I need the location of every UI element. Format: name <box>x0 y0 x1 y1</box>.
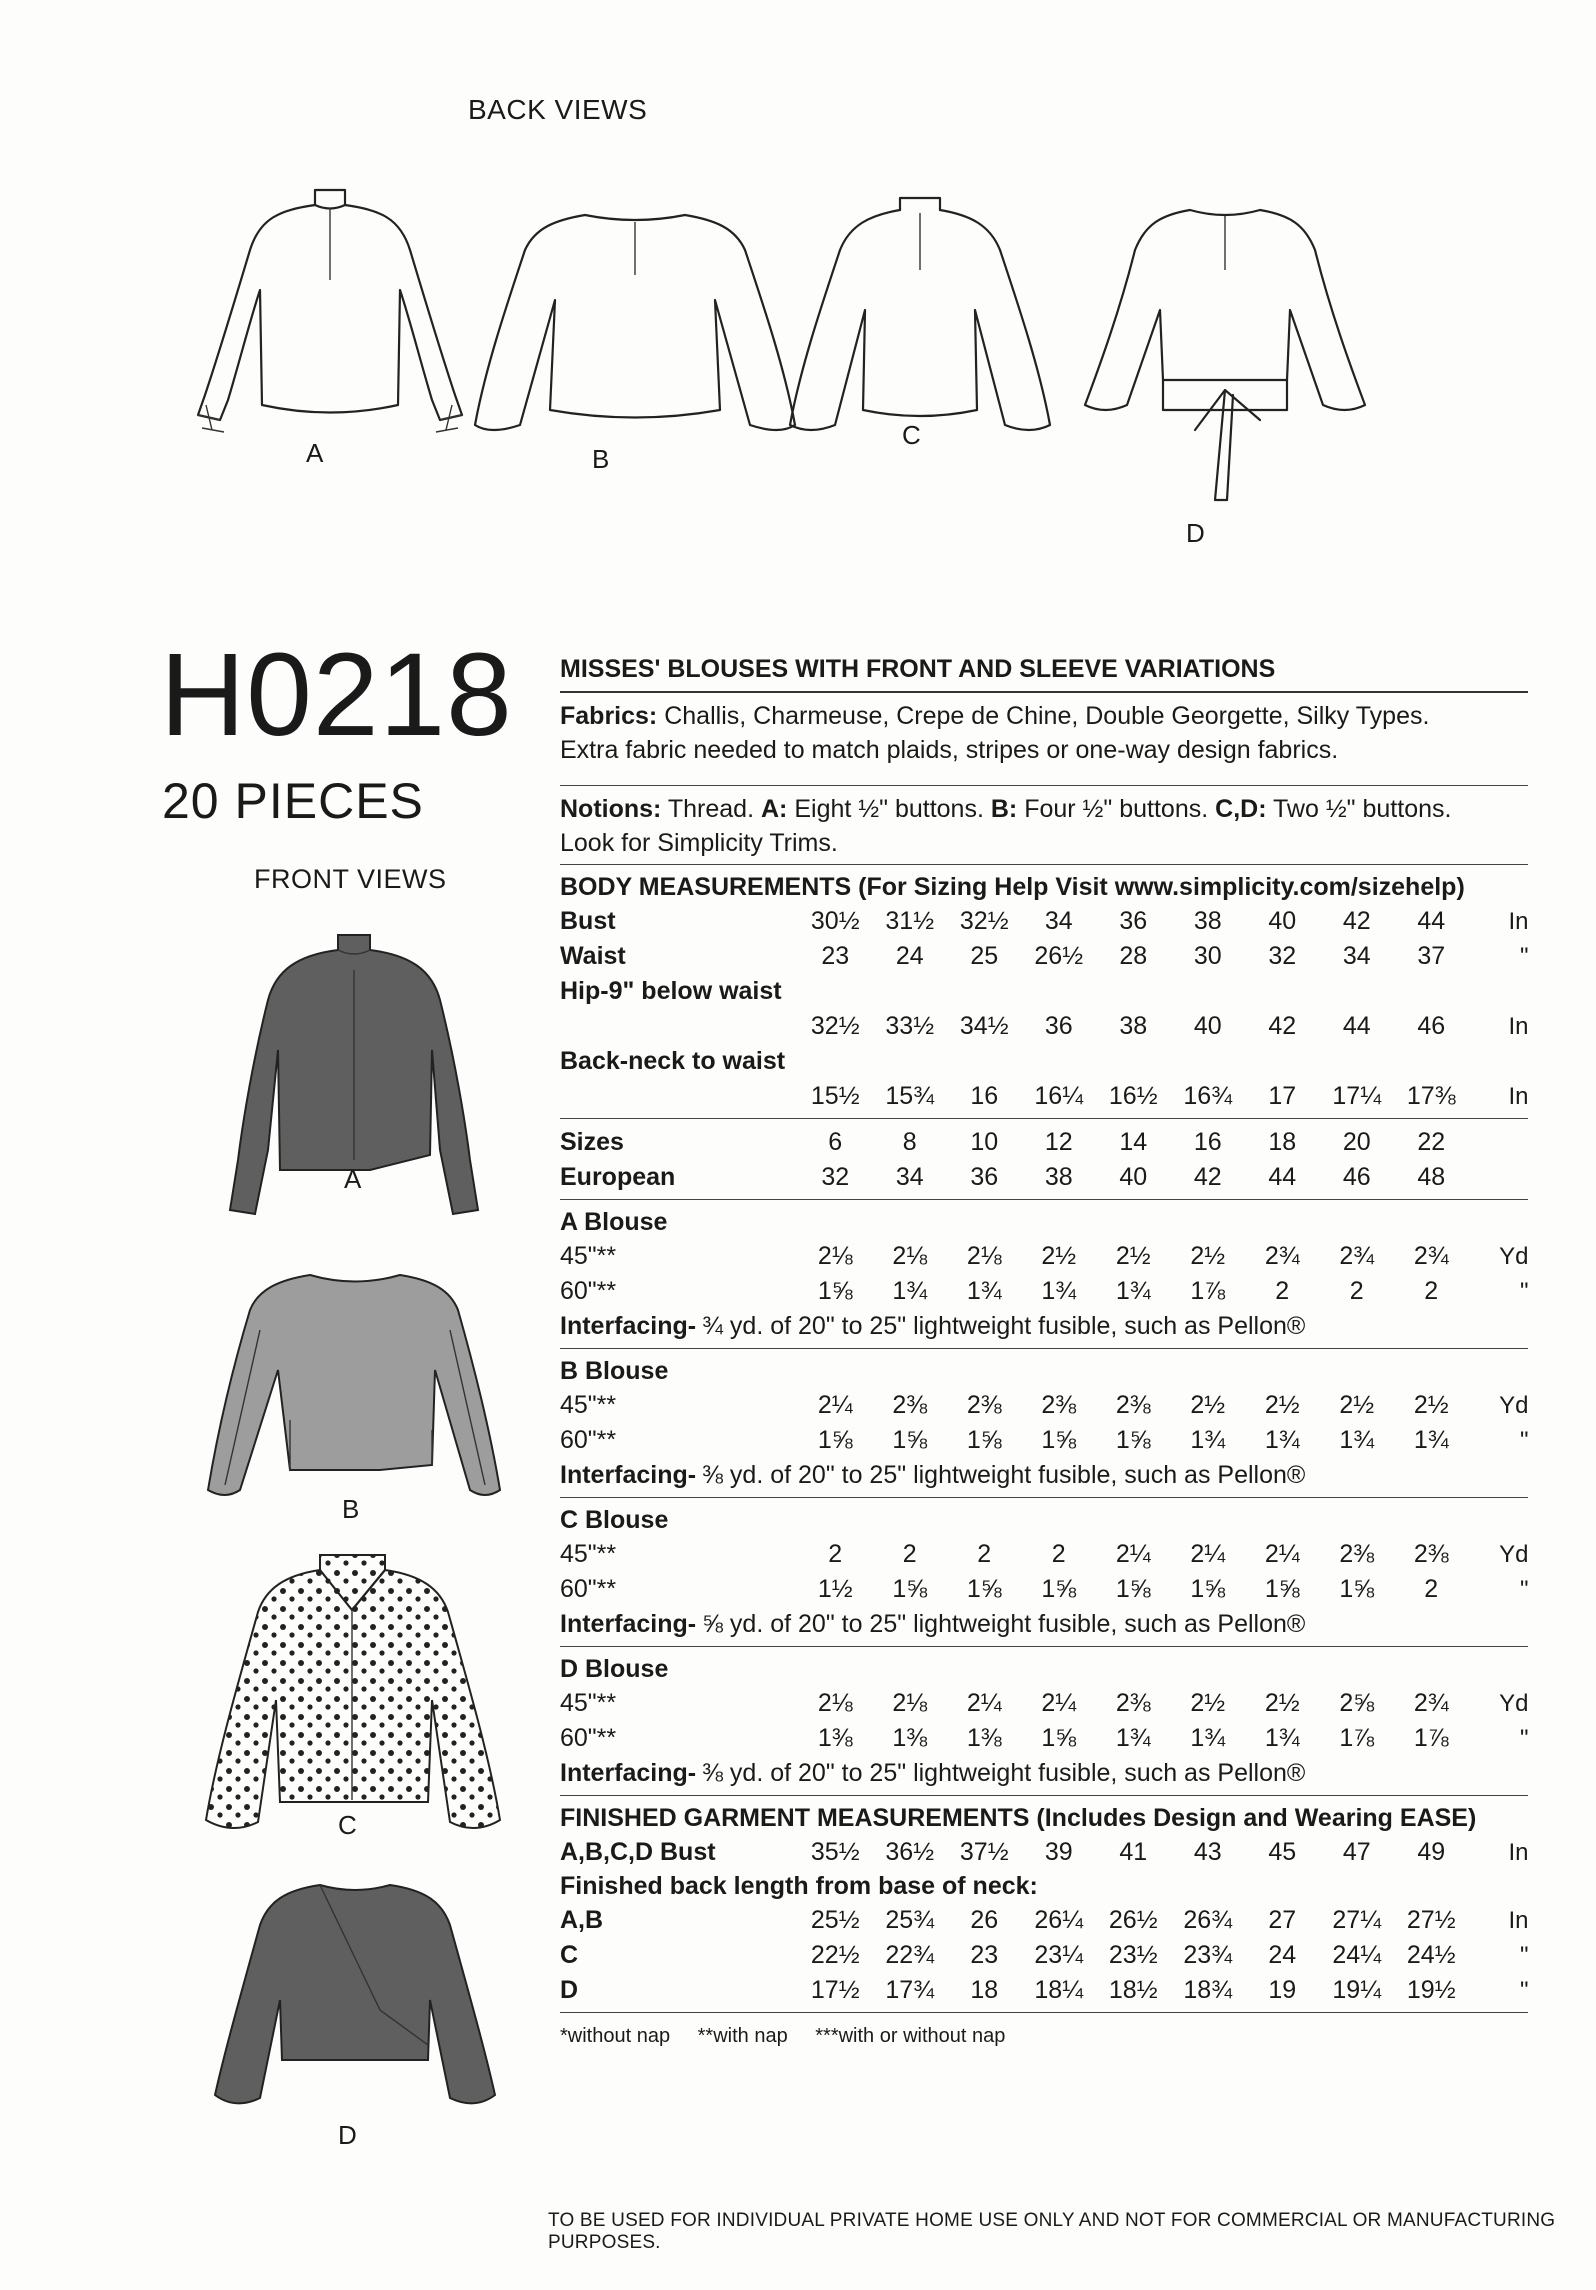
blouse-name: C Blouse <box>560 1506 669 1534</box>
fabrics-line <box>560 699 1528 733</box>
row-value: 1⅝ <box>1115 1426 1151 1454</box>
finished-bust-table <box>560 1835 1528 1870</box>
body-measurements-table <box>560 904 1528 1114</box>
measure-label-line <box>560 974 1528 1009</box>
measure-row <box>560 1572 1528 1607</box>
interfacing-line <box>560 1756 1528 1791</box>
row-unit: " <box>1519 1977 1529 2004</box>
row-label: 60"** <box>560 1277 617 1305</box>
row-unit: " <box>1519 1576 1529 1603</box>
pieces-count: 20 PIECES <box>162 773 424 829</box>
row-value: 37½ <box>959 1838 1009 1866</box>
blouse-rule <box>560 1497 1528 1498</box>
row-value: 38 <box>1193 907 1222 935</box>
row-value: 1⅝ <box>966 1575 1002 1603</box>
back-view-a <box>198 190 462 432</box>
row-value: 36 <box>1119 907 1148 935</box>
row-value: 2⅜ <box>1339 1540 1375 1568</box>
row-value: 44 <box>1268 1163 1297 1191</box>
row-unit: In <box>1508 1013 1529 1040</box>
row-value: 14 <box>1119 1128 1148 1156</box>
row-value: 34 <box>1044 907 1073 935</box>
row-value: 25 <box>970 942 999 970</box>
row-unit: " <box>1519 1942 1529 1969</box>
row-label: Hip-9" below waist <box>560 977 782 1005</box>
body-rule <box>560 1118 1528 1119</box>
row-value: 2⅜ <box>1413 1540 1449 1568</box>
row-value: 18½ <box>1108 1976 1158 2004</box>
back-letter-c: C <box>902 420 921 450</box>
row-value: 2 <box>977 1540 992 1568</box>
pattern-number: H0218 <box>160 629 513 761</box>
row-value: 19¼ <box>1332 1976 1382 2004</box>
blouse-rule <box>560 1795 1528 1796</box>
row-value: 46 <box>1342 1163 1371 1191</box>
row-value: 32 <box>821 1163 850 1191</box>
fabrics-text: Challis, Charmeuse, Crepe de Chine, Double Georgette, Silky Types. <box>664 702 1430 730</box>
back-view-b <box>475 215 795 430</box>
row-value: 1¾ <box>892 1277 928 1305</box>
measure-row <box>560 1423 1528 1458</box>
front-views-label: FRONT VIEWS <box>254 864 447 894</box>
row-value: 19½ <box>1406 1976 1456 2004</box>
row-unit: In <box>1508 908 1529 935</box>
row-value: 27¼ <box>1332 1906 1382 1934</box>
row-value: 17¾ <box>885 1976 935 2004</box>
row-value: 22¾ <box>885 1941 935 1969</box>
row-value: 1⅝ <box>1041 1724 1077 1752</box>
row-value: 1⅜ <box>966 1724 1002 1752</box>
row-value: 40 <box>1119 1163 1148 1191</box>
finished-heading: FINISHED GARMENT MEASUREMENTS (Includes Design and Wearing EASE) <box>560 1804 1477 1832</box>
row-value: 1⅞ <box>1413 1724 1449 1752</box>
row-value: 1¾ <box>1041 1277 1077 1305</box>
footnotes <box>560 2019 1528 2054</box>
front-view-d <box>215 1885 495 2103</box>
row-value: 1⅝ <box>817 1426 853 1454</box>
row-value: 2⅛ <box>817 1689 853 1717</box>
front-letter-d: D <box>338 2120 357 2150</box>
pattern-info-sheet <box>560 652 1528 2054</box>
measure-row <box>560 1903 1528 1938</box>
row-label: Back-neck to waist <box>560 1047 786 1075</box>
row-value: 2 <box>1275 1277 1290 1305</box>
row-value: 1⅞ <box>1339 1724 1375 1752</box>
front-letter-c: C <box>338 1810 357 1840</box>
blouse-section-b <box>560 1355 1528 1498</box>
row-value: 24 <box>1268 1941 1297 1969</box>
front-view-c <box>206 1555 500 1828</box>
row-value: 2 <box>1051 1540 1066 1568</box>
row-value: 44 <box>1342 1012 1371 1040</box>
row-value: 2½ <box>1264 1689 1300 1717</box>
notions-a-text: Eight ½" buttons. <box>794 795 984 823</box>
blouse-name: D Blouse <box>560 1655 669 1683</box>
row-value: 8 <box>902 1128 917 1156</box>
measure-row <box>560 939 1528 974</box>
measure-row <box>560 1274 1528 1309</box>
notions-cd-text: Two ½" buttons. <box>1273 795 1452 823</box>
row-value: 32½ <box>959 907 1009 935</box>
row-value: 1⅝ <box>892 1575 928 1603</box>
row-value: 24 <box>895 942 924 970</box>
row-value: 36 <box>970 1163 999 1191</box>
row-value: 2½ <box>1115 1242 1151 1270</box>
row-value: 1⅝ <box>966 1426 1002 1454</box>
row-value: 24¼ <box>1332 1941 1382 1969</box>
row-value: 48 <box>1417 1163 1446 1191</box>
back-view-c <box>790 198 1050 430</box>
measure-row <box>560 1239 1528 1274</box>
row-value: 18¼ <box>1034 1976 1084 2004</box>
blouse-name: A Blouse <box>560 1208 668 1236</box>
row-value: 33½ <box>885 1012 935 1040</box>
row-value: 2 <box>1424 1277 1439 1305</box>
row-value: 1⅝ <box>1041 1575 1077 1603</box>
row-value: 2⅛ <box>817 1242 853 1270</box>
row-label: Bust <box>560 907 616 935</box>
row-value: 36½ <box>885 1838 935 1866</box>
row-value: 2⅜ <box>1115 1689 1151 1717</box>
sizes-rule <box>560 1199 1528 1200</box>
row-label: 60"** <box>560 1724 617 1752</box>
title-rule <box>560 691 1528 693</box>
blouse-rule <box>560 1348 1528 1349</box>
row-value: 1¾ <box>1339 1426 1375 1454</box>
row-value: 2 <box>902 1540 917 1568</box>
row-value: 10 <box>970 1128 999 1156</box>
row-value: 12 <box>1044 1128 1073 1156</box>
measure-row <box>560 1721 1528 1756</box>
interfacing-line <box>560 1458 1528 1493</box>
row-value: 26½ <box>1108 1906 1158 1934</box>
row-value: 2¾ <box>1413 1689 1449 1717</box>
interfacing-line <box>560 1309 1528 1344</box>
interfacing-label: Interfacing- <box>560 1461 697 1489</box>
row-value: 1⅝ <box>1339 1575 1375 1603</box>
row-value: 30 <box>1193 942 1222 970</box>
row-value: 1¾ <box>1264 1426 1300 1454</box>
footnote-3: ***with or without nap <box>815 2025 1006 2047</box>
row-unit: " <box>1519 1427 1529 1454</box>
row-label: 45"** <box>560 1689 617 1717</box>
row-value: 25¾ <box>885 1906 935 1934</box>
row-value: 43 <box>1193 1838 1222 1866</box>
row-value: 32 <box>1268 942 1297 970</box>
row-label: 45"** <box>560 1242 617 1270</box>
row-value: 2⅜ <box>1115 1391 1151 1419</box>
row-value: 38 <box>1119 1012 1148 1040</box>
fabrics-line-2: Extra fabric needed to match plaids, stripes or one-way design fabrics. <box>560 736 1339 764</box>
row-value: 1½ <box>817 1575 853 1603</box>
row-value: 2 <box>1349 1277 1364 1305</box>
finished-length-heading: Finished back length from base of neck: <box>560 1872 1038 1900</box>
row-value: 6 <box>828 1128 843 1156</box>
row-value: 23¼ <box>1034 1941 1084 1969</box>
finished-rule <box>560 2012 1528 2013</box>
row-value: 1⅜ <box>892 1724 928 1752</box>
back-letter-a: A <box>306 438 324 468</box>
interfacing-line <box>560 1607 1528 1642</box>
measure-row <box>560 1686 1528 1721</box>
row-value: 2¼ <box>1190 1540 1226 1568</box>
row-value: 2⅛ <box>892 1689 928 1717</box>
row-value: 37 <box>1417 942 1446 970</box>
row-value: 1¾ <box>1115 1277 1151 1305</box>
row-label: 60"** <box>560 1426 617 1454</box>
row-value: 17¼ <box>1332 1082 1382 1110</box>
interfacing-text: ⅜ yd. of 20" to 25" lightweight fusible, such as Pellon® <box>702 1461 1306 1489</box>
row-value: 16¼ <box>1034 1082 1084 1110</box>
pattern-title: MISSES' BLOUSES WITH FRONT AND SLEEVE VARIATIONS <box>560 655 1276 683</box>
row-value: 2¼ <box>1115 1540 1151 1568</box>
row-label: 45"** <box>560 1540 617 1568</box>
row-value: 25½ <box>810 1906 860 1934</box>
row-value: 2¼ <box>817 1391 853 1419</box>
row-value: 2½ <box>1190 1391 1226 1419</box>
row-value: 24½ <box>1406 1941 1456 1969</box>
row-value: 20 <box>1342 1128 1371 1156</box>
row-value: 2⅜ <box>892 1391 928 1419</box>
row-unit: Yd <box>1499 1541 1529 1568</box>
row-value: 18¾ <box>1183 1976 1233 2004</box>
row-value: 15¾ <box>885 1082 935 1110</box>
interfacing-text: ¾ yd. of 20" to 25" lightweight fusible, such as Pellon® <box>702 1312 1306 1340</box>
row-value: 17 <box>1268 1082 1297 1110</box>
measure-row <box>560 1125 1528 1160</box>
row-value: 34 <box>1342 942 1371 970</box>
row-unit: In <box>1508 1083 1529 1110</box>
row-value: 23 <box>970 1941 999 1969</box>
row-value: 27½ <box>1406 1906 1456 1934</box>
row-value: 2¾ <box>1264 1242 1300 1270</box>
row-value: 1¾ <box>1190 1724 1226 1752</box>
interfacing-text: ⅝ yd. of 20" to 25" lightweight fusible, such as Pellon® <box>702 1610 1306 1638</box>
row-value: 1⅝ <box>1190 1575 1226 1603</box>
row-value: 2¾ <box>1413 1242 1449 1270</box>
row-value: 2¼ <box>1041 1689 1077 1717</box>
footnote-1: *without nap <box>560 2025 671 2047</box>
measure-row <box>560 1537 1528 1572</box>
row-value: 17⅜ <box>1406 1082 1456 1110</box>
row-value: 16 <box>970 1082 999 1110</box>
measure-row <box>560 1009 1528 1044</box>
row-value: 18 <box>1268 1128 1297 1156</box>
row-value: 2¾ <box>1339 1242 1375 1270</box>
front-letter-b: B <box>342 1494 360 1524</box>
row-value: 39 <box>1044 1838 1073 1866</box>
row-value: 2⅜ <box>1041 1391 1077 1419</box>
front-view-b <box>208 1275 500 1495</box>
row-unit: Yd <box>1499 1392 1529 1419</box>
row-value: 15½ <box>810 1082 860 1110</box>
row-value: 17½ <box>810 1976 860 2004</box>
fabrics-rule <box>560 785 1528 786</box>
row-label: A,B,C,D Bust <box>560 1838 716 1866</box>
row-value: 16¾ <box>1183 1082 1233 1110</box>
row-value: 22½ <box>810 1941 860 1969</box>
row-value: 32½ <box>810 1012 860 1040</box>
fabrics-label: Fabrics: <box>560 702 658 730</box>
row-value: 2½ <box>1339 1391 1375 1419</box>
row-value: 27 <box>1268 1906 1297 1934</box>
row-label: 60"** <box>560 1575 617 1603</box>
row-value: 45 <box>1268 1838 1297 1866</box>
interfacing-text: ⅜ yd. of 20" to 25" lightweight fusible, such as Pellon® <box>702 1759 1306 1787</box>
blouse-section-d <box>560 1653 1528 1796</box>
row-value: 28 <box>1119 942 1148 970</box>
row-value: 23¾ <box>1183 1941 1233 1969</box>
row-value: 2¼ <box>1264 1540 1300 1568</box>
row-value: 47 <box>1342 1838 1371 1866</box>
row-value: 26¾ <box>1183 1906 1233 1934</box>
row-value: 44 <box>1417 907 1446 935</box>
interfacing-label: Interfacing- <box>560 1610 697 1638</box>
measure-row <box>560 1079 1528 1114</box>
row-label: Sizes <box>560 1128 624 1156</box>
notions-rule <box>560 864 1528 865</box>
row-value: 1¾ <box>1264 1724 1300 1752</box>
row-value: 2⅛ <box>892 1242 928 1270</box>
notions-thread: Thread. <box>667 795 755 823</box>
row-value: 30½ <box>810 907 860 935</box>
notions-b-label: B: <box>990 795 1018 823</box>
notions-cd-label: C,D: <box>1215 795 1267 823</box>
row-value: 1⅝ <box>1041 1426 1077 1454</box>
row-value: 34 <box>895 1163 924 1191</box>
row-value: 1⅜ <box>817 1724 853 1752</box>
row-value: 2½ <box>1041 1242 1077 1270</box>
row-unit: " <box>1519 943 1529 970</box>
front-views-illustrations <box>170 930 520 2170</box>
row-value: 1⅝ <box>892 1426 928 1454</box>
row-label: 45"** <box>560 1391 617 1419</box>
measure-row <box>560 1388 1528 1423</box>
blouse-rule <box>560 1646 1528 1647</box>
blouse-section-a <box>560 1206 1528 1349</box>
row-value: 16½ <box>1108 1082 1158 1110</box>
row-value: 46 <box>1417 1012 1446 1040</box>
row-value: 49 <box>1417 1838 1446 1866</box>
row-label: A,B <box>560 1906 604 1934</box>
blouse-section-c <box>560 1504 1528 1647</box>
row-label: European <box>560 1163 676 1191</box>
notions-b-text: Four ½" buttons. <box>1024 795 1209 823</box>
row-value: 23 <box>821 942 850 970</box>
row-label: C <box>560 1941 579 1969</box>
row-label: Waist <box>560 942 626 970</box>
row-value: 36 <box>1044 1012 1073 1040</box>
row-value: 1¾ <box>1413 1426 1449 1454</box>
row-value: 23½ <box>1108 1941 1158 1969</box>
row-value: 42 <box>1193 1163 1222 1191</box>
yardage-sections <box>560 1206 1528 1796</box>
back-views-label: BACK VIEWS <box>468 94 648 125</box>
row-value: 2½ <box>1190 1689 1226 1717</box>
row-label: D <box>560 1976 579 2004</box>
row-value: 26½ <box>1034 942 1084 970</box>
row-value: 16 <box>1193 1128 1222 1156</box>
measure-label-line <box>560 1044 1528 1079</box>
row-value: 22 <box>1417 1128 1446 1156</box>
measure-row <box>560 1160 1528 1195</box>
footnote-2: **with nap <box>697 2025 788 2047</box>
row-unit: " <box>1519 1278 1529 1305</box>
body-measurements-heading: BODY MEASUREMENTS (For Sizing Help Visit www.simplicity.com/sizehelp) <box>560 873 1465 901</box>
row-value: 26 <box>970 1906 999 1934</box>
finished-length-table <box>560 1903 1528 2008</box>
row-unit: Yd <box>1499 1243 1529 1270</box>
row-value: 2½ <box>1264 1391 1300 1419</box>
blouse-name: B Blouse <box>560 1357 669 1385</box>
row-value: 42 <box>1342 907 1371 935</box>
interfacing-label: Interfacing- <box>560 1759 697 1787</box>
row-value: 1¾ <box>1190 1426 1226 1454</box>
row-value: 38 <box>1044 1163 1073 1191</box>
row-value: 34½ <box>959 1012 1009 1040</box>
measure-row <box>560 1835 1528 1870</box>
row-value: 35½ <box>810 1838 860 1866</box>
legal-notice: TO BE USED FOR INDIVIDUAL PRIVATE HOME USE ONLY AND NOT FOR COMMERCIAL OR MANUFACTURING PURPOSES. <box>548 2210 1556 2253</box>
notions-line-2: Look for Simplicity Trims. <box>560 829 838 857</box>
row-value: 1¾ <box>1115 1724 1151 1752</box>
row-value: 2¼ <box>966 1689 1002 1717</box>
back-letter-b: B <box>592 444 610 474</box>
row-value: 18 <box>970 1976 999 2004</box>
notions-label: Notions: <box>560 795 662 823</box>
row-value: 40 <box>1193 1012 1222 1040</box>
row-unit: Yd <box>1499 1690 1529 1717</box>
row-value: 2⅛ <box>966 1242 1002 1270</box>
row-unit: " <box>1519 1725 1529 1752</box>
measure-row <box>560 1938 1528 1973</box>
row-value: 2½ <box>1413 1391 1449 1419</box>
row-value: 1⅝ <box>1264 1575 1300 1603</box>
back-view-d <box>1085 210 1365 500</box>
row-value: 31½ <box>885 907 935 935</box>
row-value: 1⅝ <box>1115 1575 1151 1603</box>
row-value: 40 <box>1268 907 1297 935</box>
measure-row <box>560 1973 1528 2008</box>
row-value: 2 <box>1424 1575 1439 1603</box>
row-value: 1¾ <box>966 1277 1002 1305</box>
row-value: 41 <box>1119 1838 1148 1866</box>
sizes-table <box>560 1125 1528 1195</box>
row-unit: In <box>1508 1907 1529 1934</box>
front-letter-a: A <box>344 1164 362 1194</box>
row-value: 1⅝ <box>817 1277 853 1305</box>
row-value: 26¼ <box>1034 1906 1084 1934</box>
row-value: 2 <box>828 1540 843 1568</box>
row-value: 2½ <box>1190 1242 1226 1270</box>
notions-a-label: A: <box>761 795 788 823</box>
row-value: 1⅞ <box>1190 1277 1226 1305</box>
row-unit: In <box>1508 1839 1529 1866</box>
notions-line <box>560 792 1528 826</box>
row-value: 19 <box>1268 1976 1297 2004</box>
row-value: 2⅜ <box>966 1391 1002 1419</box>
row-value: 42 <box>1268 1012 1297 1040</box>
row-value: 2⅝ <box>1339 1689 1375 1717</box>
measure-row <box>560 904 1528 939</box>
back-views-illustrations <box>180 180 1540 560</box>
back-letter-d: D <box>1186 518 1205 548</box>
interfacing-label: Interfacing- <box>560 1312 697 1340</box>
